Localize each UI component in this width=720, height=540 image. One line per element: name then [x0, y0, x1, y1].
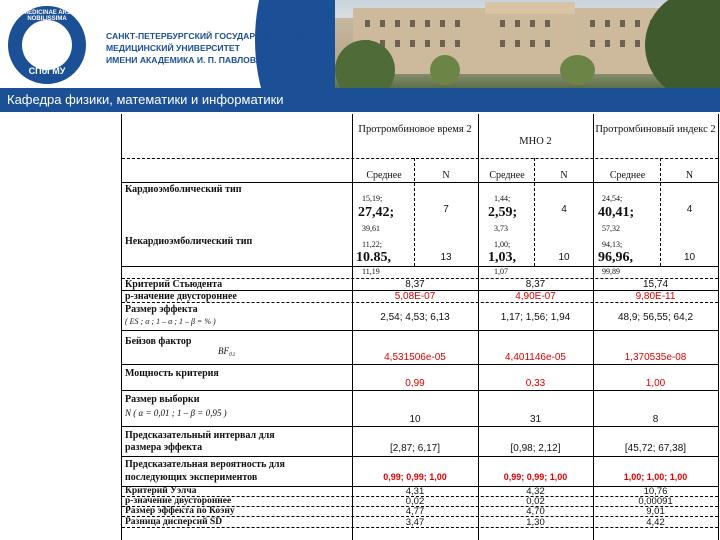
campus-building-photo: [335, 0, 720, 88]
row-label-welch: Критерий Уэлча: [125, 486, 197, 496]
row-label-predictive-probability-2: последующих экспериментов: [125, 472, 258, 483]
cell-lo: 11,22;: [362, 240, 382, 249]
cell-n: 13: [440, 252, 452, 263]
row-label-student: Критерий Стьюдента: [125, 279, 223, 290]
cell-value: 1,30: [526, 517, 545, 528]
cell-value: 9,01: [646, 506, 665, 517]
cell-value: 8,37: [525, 279, 546, 290]
row-label-predictive-probability: Предсказательная вероятность для: [125, 459, 285, 470]
cell-value: 0,99; 0,99; 1,00: [503, 472, 568, 482]
cell-hi: 11,19: [362, 267, 380, 276]
cell-value: [0,98; 2,12]: [510, 443, 561, 454]
page-header: [0, 0, 720, 112]
sub-header-n: N: [685, 170, 694, 181]
sub-header-n: N: [560, 170, 568, 181]
cell-value: 1,00: [645, 378, 666, 389]
university-name: САНКТ-ПЕТЕРБУРГСКИЙ ГОСУДАРСТВЕННЫЙ МЕДИЦИНСКИЙ УНИВЕРСИТЕТ ИМЕНИ АКАДЕМИКА И. П. ПАВЛОВА: [106, 31, 306, 65]
cell-value: 0,00091: [638, 496, 673, 507]
cell-value: 1,00; 1,00; 1,00: [623, 472, 688, 482]
formula-bayes-factor: BF₀₂: [218, 346, 236, 356]
cell-lo: 94,13;: [602, 240, 623, 249]
cell-value: 31: [529, 414, 542, 425]
cell-value: 4,70: [526, 506, 545, 517]
cell-value: 2,54; 4,53; 6,13: [380, 312, 450, 323]
logo-year: 1897: [38, 22, 56, 31]
cell-value: 8: [652, 414, 659, 425]
cell-value: 0,99: [405, 378, 425, 389]
cell-lo: 24,54;: [602, 194, 623, 203]
cell-value: 10: [409, 414, 421, 425]
group-label-cardioembolic: Кардиоэмболический тип: [125, 184, 242, 195]
sub-header-mean: Среднее: [609, 170, 646, 181]
cell-value: 4,77: [405, 506, 425, 517]
col-header-inr: МНО 2: [519, 136, 552, 147]
cell-hi: 99,89: [602, 267, 620, 276]
logo-motto: MEDICINAE ARS NOBILISSIMA: [23, 10, 71, 22]
cell-hi: 1,07: [494, 267, 508, 276]
row-label-sample-size: Размер выборки: [125, 394, 200, 405]
statistics-table: [121, 114, 719, 540]
cell-mean: 40,41;: [598, 205, 635, 220]
cell-mean: 10.85,: [356, 250, 391, 265]
cell-value: 0,33: [525, 378, 546, 389]
cell-n: 10: [683, 252, 696, 263]
cell-value: 1,370535e-08: [624, 352, 687, 363]
cell-value: 1,17; 1,56; 1,94: [500, 312, 571, 323]
cell-value: 4,31: [405, 486, 425, 497]
cell-n: 4: [561, 204, 567, 215]
formula-effect-size: ( ES ; α ; 1 – α ; 1 – β = % ): [125, 317, 216, 326]
cell-value: [45,72; 67,38]: [624, 443, 687, 454]
university-logo: [8, 6, 86, 84]
cell-lo: 15,19;: [362, 194, 383, 203]
cell-hi: 57,32: [602, 224, 620, 233]
row-label-p-value-welch: р-значение двустороннее: [125, 496, 232, 506]
group-label-non-cardioembolic: Некардиоэмболический тип: [125, 236, 253, 247]
cell-value: 0,02: [526, 496, 545, 507]
row-label-sd-difference: Разница дисперсий SD: [125, 517, 223, 527]
col-header-prothrombin-index: Протромбиновый индекс 2: [595, 124, 716, 135]
cell-value: 4,32: [526, 486, 545, 497]
row-label-power: Мощность критерия: [125, 368, 219, 379]
cell-value: 10,76: [643, 486, 668, 497]
cell-n: 7: [443, 204, 449, 215]
cell-value: 0,99; 0,99; 1,00: [383, 472, 447, 482]
cell-value: 0,02: [405, 496, 425, 507]
cell-n: 10: [558, 252, 570, 263]
cell-mean: 1,03,: [488, 250, 516, 265]
row-label-prediction-interval: Предсказательный интервал для: [125, 430, 275, 441]
col-header-prothrombin-time: Протромбиновое время 2: [358, 124, 472, 135]
cell-value: 4,90E-07: [515, 291, 556, 302]
cell-mean: 2,59;: [488, 205, 518, 220]
row-label-effect-size: Размер эффекта: [125, 304, 198, 315]
row-label-bayes-factor: Бейзов фактор: [125, 336, 192, 347]
logo-abbrev: СПбГМУ: [28, 66, 66, 76]
cell-n: 4: [686, 204, 693, 215]
row-label-prediction-interval-2: размера эффекта: [125, 442, 203, 453]
department-title: Кафедра физики, математики и информатики: [7, 92, 284, 107]
cell-value: 4,401146e-05: [505, 352, 566, 363]
cell-value: 4,42: [646, 517, 665, 528]
cell-value: 48,9; 56,55; 64,2: [617, 312, 694, 323]
row-label-p-value: р-значение двустороннее: [125, 291, 237, 302]
formula-sample-size: N ( α = 0,01 ; 1 – β = 0,95 ): [125, 408, 227, 418]
cell-value: 8,37: [405, 279, 425, 290]
cell-value: 3,47: [405, 517, 425, 528]
cell-mean: 27,42;: [358, 205, 395, 220]
cell-value: 15,74: [642, 279, 669, 290]
cell-hi: 3,73: [494, 224, 508, 233]
sub-header-mean: Среднее: [489, 170, 525, 181]
cell-value: 4,531506e-05: [384, 352, 446, 363]
row-label-cohen: Размер эффекта по Коэну: [125, 506, 235, 516]
cell-lo: 1,44;: [494, 194, 511, 203]
sub-header-mean: Среднее: [366, 170, 402, 181]
cell-hi: 39,61: [362, 224, 380, 233]
sub-header-n: N: [442, 170, 450, 181]
cell-value: 9,80E-11: [635, 291, 676, 302]
cell-value: [2,87; 6,17]: [389, 443, 441, 454]
cell-mean: 96,96,: [598, 250, 633, 265]
cell-lo: 1,00;: [494, 240, 511, 249]
cell-value: 5,08E-07: [394, 291, 436, 302]
